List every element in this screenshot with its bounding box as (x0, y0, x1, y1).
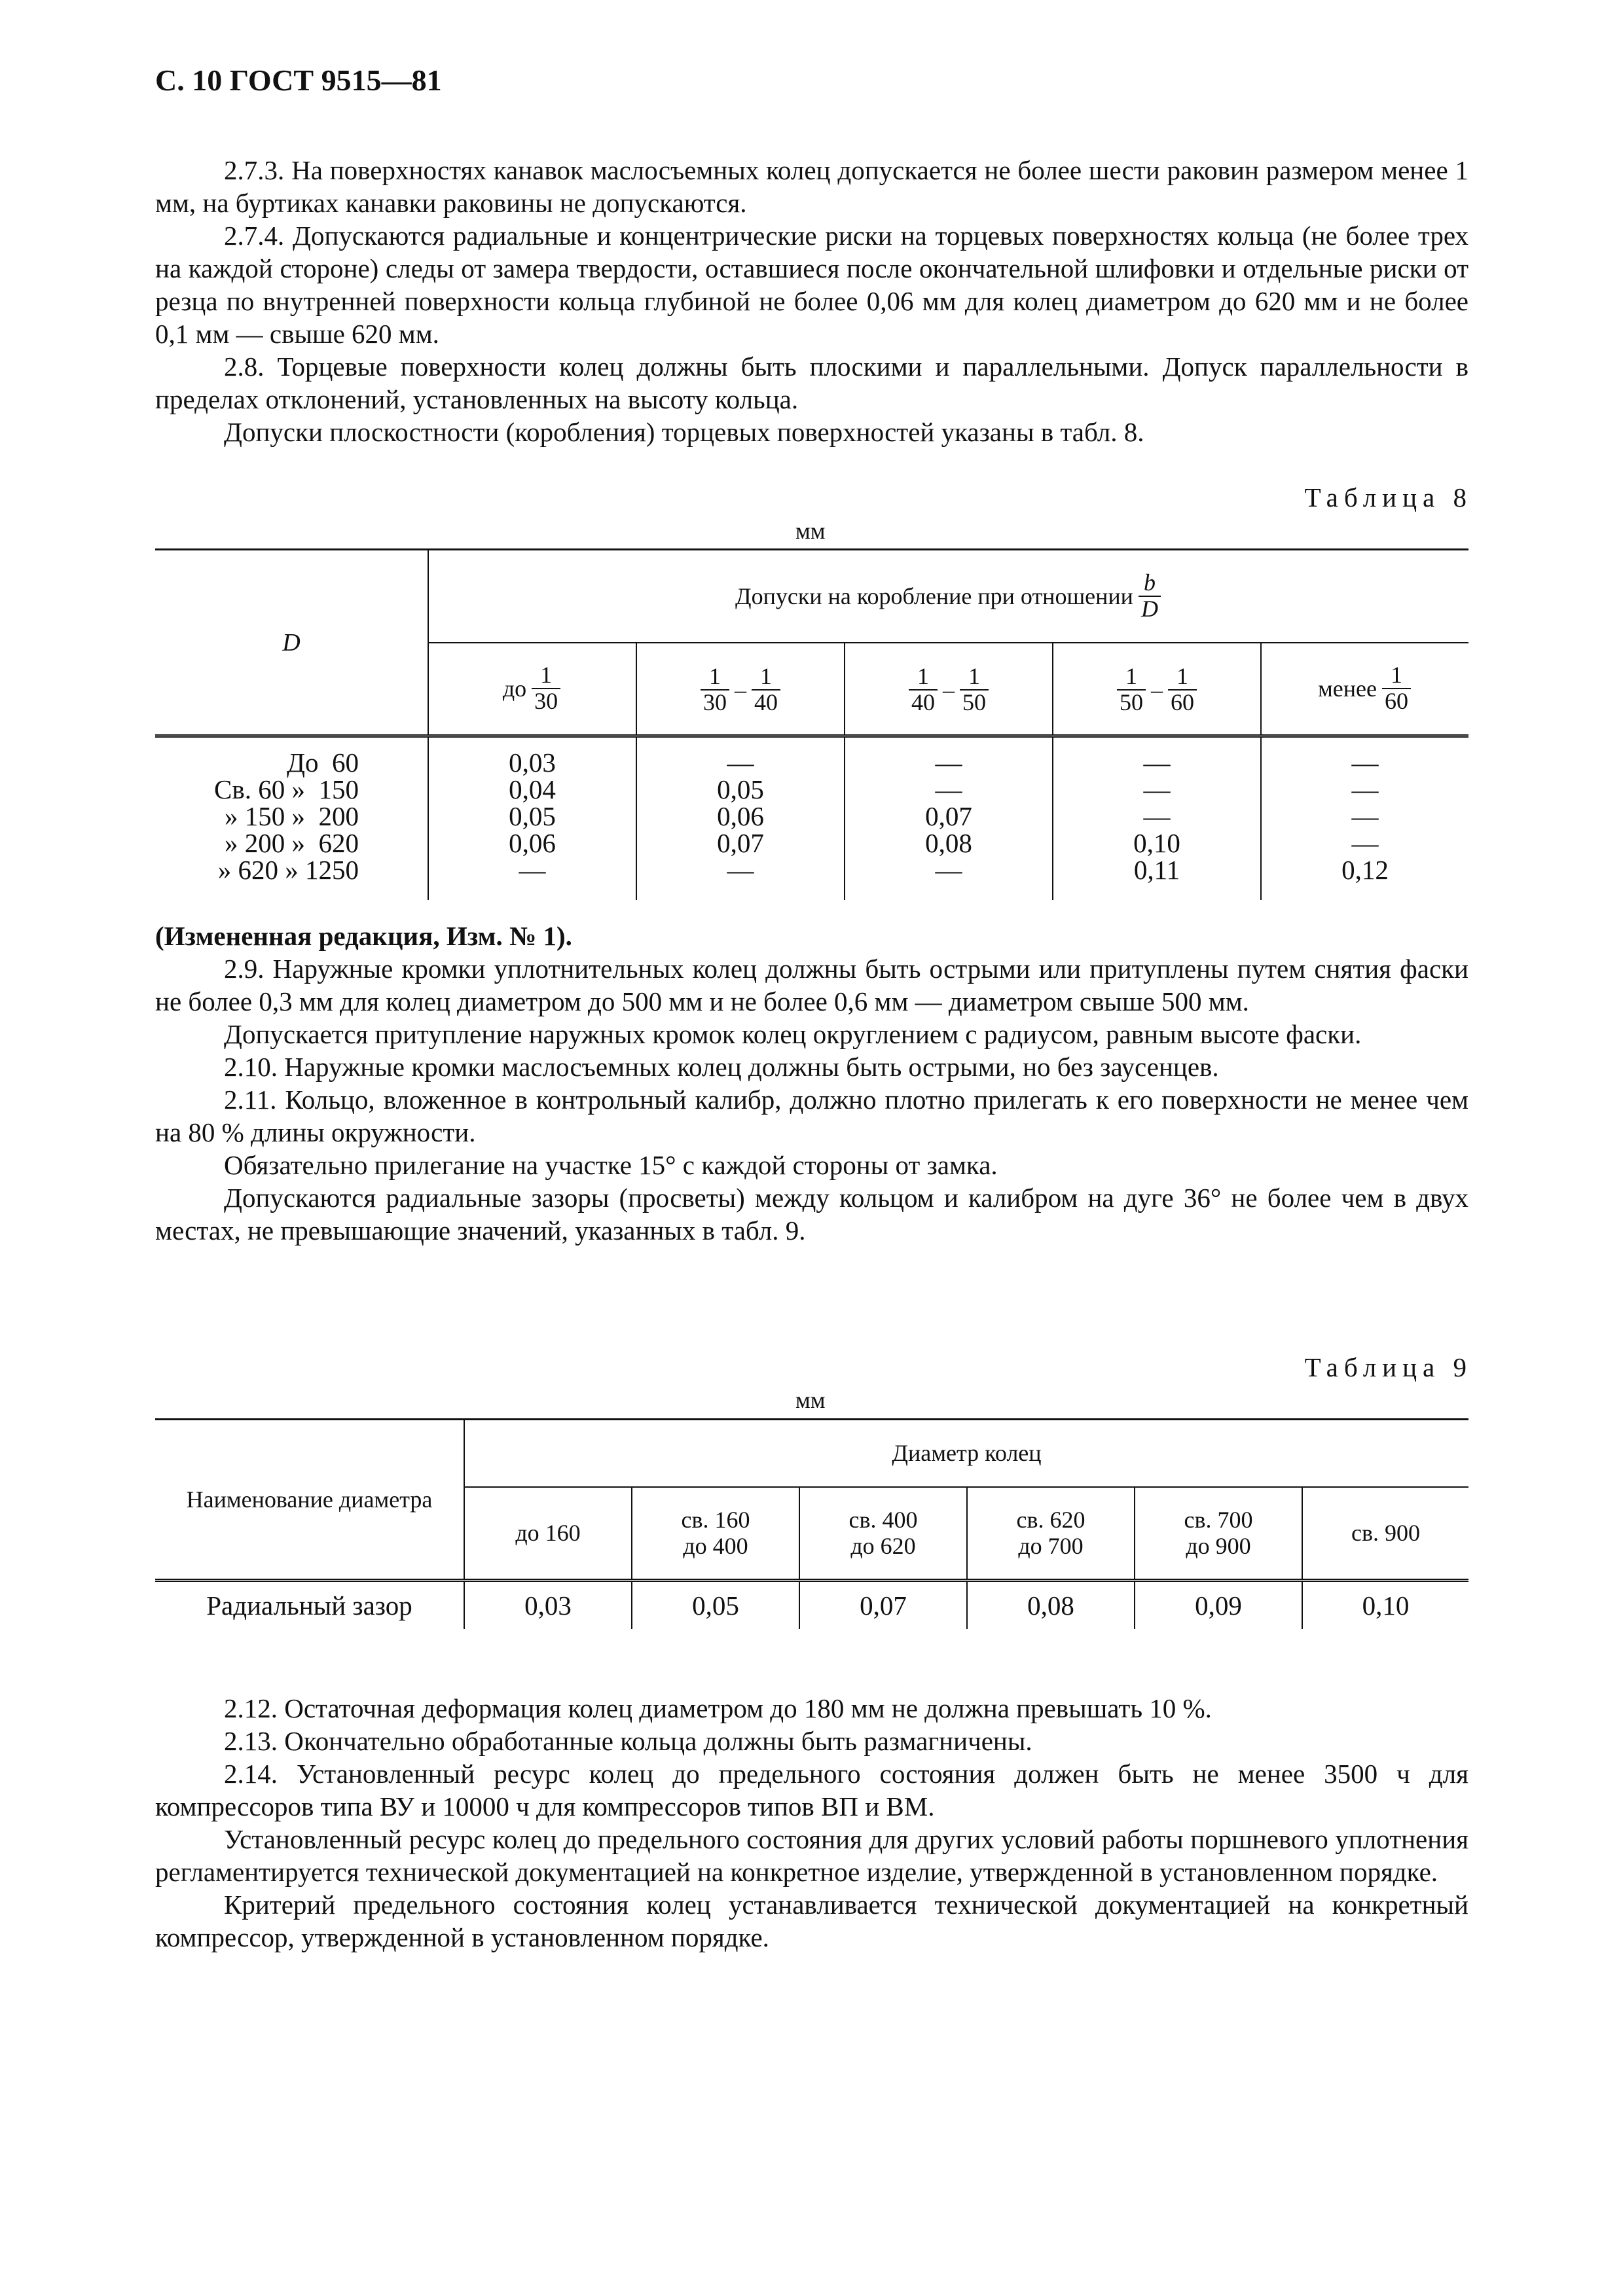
frac-den: 40 (911, 689, 935, 715)
table9-sub-header-1 (464, 1487, 632, 1581)
table8-row-label: До 60 (287, 747, 359, 778)
table8-sub-header-2-frac-a (701, 664, 729, 715)
table8-cell: 0,06 (717, 801, 764, 831)
table8-sub-header-1-prefix: до (502, 675, 527, 702)
table8-sub-header-2-frac-b (752, 664, 780, 715)
table9-sub-header-line: до 900 (1186, 1533, 1251, 1560)
table8-sub-header-5 (1261, 643, 1468, 736)
frac-dash: – (943, 676, 955, 703)
table8 (155, 548, 1468, 900)
table8-sub-header-4-frac-a (1117, 664, 1146, 715)
table9-unit: мм (795, 1387, 826, 1413)
amendment-note: (Измененная редакция, Изм. № 1). (155, 921, 572, 951)
paragraph-2-11: 2.11. Кольцо, вложенное в контрольный калибр, должно плотно прилегать к его поверхности не менее чем на 80 % длины окружности. (155, 1085, 1468, 1147)
paragraph-2-7-4: 2.7.4. Допускаются радиальные и концентрические риски на торцевых поверхностях кольца (не более трех на каждой стороне) следы от замера твердости, оставшиеся после окончательной шлифовки и отдельные риски от резца по внутренней поверхности кольца глубиной не более 0,06 мм для колец диаметром до 620 мм и не более 0,1 мм — свыше 620 мм. (155, 221, 1468, 349)
table8-frac-num: b (1139, 571, 1161, 597)
table8-sub-header-4-frac-b (1168, 664, 1197, 715)
frac-num: 1 (1382, 663, 1411, 689)
paragraph-criterion: Критерий предельного состояния колец устанавливается технической документацией на конкретный компрессор, утвержденной в установленном порядке. (155, 1890, 1468, 1952)
table9-sub-header-line: св. 900 (1351, 1520, 1420, 1547)
table9-cell: 0,07 (799, 1581, 967, 1629)
table8-sub-header-4 (1053, 643, 1261, 736)
table9-header-name-text: Наименование диаметра (186, 1486, 433, 1513)
table8-cell: 0,04 (509, 774, 556, 804)
table8-row-label: » 200 » 620 (225, 828, 359, 858)
frac-num: 1 (1117, 664, 1146, 691)
table8-cell: — (1143, 774, 1171, 804)
text-block-mid (155, 920, 1468, 1247)
table8-row-label: » 620 » 1250 (217, 855, 359, 885)
table9-sub-header-line: до 620 (850, 1533, 916, 1560)
table8-cell: — (935, 774, 962, 804)
table9-header-name (155, 1420, 464, 1581)
table8-cell: 0,10 (1133, 828, 1180, 858)
table8-header-d-text: D (282, 628, 301, 656)
table9-sub-header-line: св. 620 (1016, 1507, 1085, 1534)
table8-sub-header-5-frac (1382, 663, 1411, 714)
table8-cell: 0,11 (1133, 855, 1180, 885)
frac-num: 1 (752, 664, 780, 691)
table9-row-label: Радиальный зазор (206, 1590, 412, 1621)
table9-group-header-text: Диаметр колец (892, 1440, 1042, 1467)
table8-sub-header-2 (636, 643, 845, 736)
frac-num: 1 (960, 664, 989, 691)
frac-den: 30 (534, 688, 558, 715)
table8-cell: — (1351, 828, 1379, 858)
frac-den: 60 (1384, 688, 1408, 715)
frac-num: 1 (909, 664, 938, 691)
table8-sub-header-3-frac-b (960, 664, 989, 715)
table8-cell: 0,07 (925, 801, 972, 831)
frac-den: 50 (962, 689, 986, 715)
table8-sub-header-5-prefix: менее (1318, 675, 1377, 702)
frac-dash: – (735, 676, 746, 703)
table8-sub-header-3 (845, 643, 1053, 736)
table9-sub-header-line: св. 160 (681, 1507, 750, 1534)
table8-cell: 0,05 (509, 801, 556, 831)
table8-cell: — (1143, 747, 1171, 778)
table8-sub-header-1-frac (532, 663, 560, 714)
table8-col-3 (845, 736, 1053, 900)
frac-den: 40 (754, 689, 778, 715)
table8-cell: 0,08 (925, 828, 972, 858)
paragraph-gaps: Допускаются радиальные зазоры (просветы) между кольцом и калибром на дуге 36° не более чем в двух местах, не превышающие значений, указанных в табл. 9. (155, 1183, 1468, 1246)
page-header: С. 10 ГОСТ 9515—81 (155, 63, 442, 97)
table8-cell: — (935, 855, 962, 885)
table8-cell: — (1143, 801, 1171, 831)
table9-cell: 0,10 (1302, 1581, 1468, 1629)
table8-cell: 0,03 (509, 747, 556, 778)
table8-frac-den: D (1140, 595, 1158, 622)
frac-den: 60 (1171, 689, 1194, 715)
frac-den: 50 (1120, 689, 1143, 715)
paragraph-rounding: Допускается притупление наружных кромок колец округлением с радиусом, равным высоте фаски. (224, 1019, 1362, 1049)
table9-sub-header-6 (1302, 1487, 1468, 1581)
table8-header-d (155, 550, 428, 736)
table8-cell: 0,07 (717, 828, 764, 858)
table9-cell: 0,09 (1135, 1581, 1302, 1629)
table9-cell: 0,05 (632, 1581, 799, 1629)
table8-sub-header-1 (428, 643, 636, 736)
table8-col-4 (1053, 736, 1261, 900)
paragraph-contact: Обязательно прилегание на участке 15° с каждой стороны от замка. (224, 1150, 998, 1180)
table8-row-label: » 150 » 200 (225, 801, 359, 831)
table8-group-fraction (1139, 571, 1161, 622)
table8-unit: мм (795, 518, 826, 544)
table8-body-row (155, 736, 1468, 900)
frac-num: 1 (1168, 664, 1197, 691)
text-block-top (155, 154, 1468, 448)
paragraph-2-8: 2.8. Торцевые поверхности колец должны быть плоскими и параллельными. Допуск параллельности в пределах отклонений, установленных на высоту кольца. (155, 351, 1468, 414)
table8-group-header-text: Допуски на коробление при отношении (735, 583, 1133, 609)
table9-sub-header-line: до 400 (683, 1533, 748, 1560)
text-block-bottom (155, 1692, 1468, 1954)
table9-sub-header-line: до 160 (515, 1520, 581, 1547)
paragraph-2-7-3: 2.7.3. На поверхностях канавок маслосъемных колец допускается не более шести раковин размером менее 1 мм, на буртиках канавки раковины не допускаются. (155, 155, 1468, 218)
table8-row-labels (155, 736, 428, 900)
table9-sub-header-line: до 700 (1018, 1533, 1084, 1560)
table8-cell: — (935, 747, 962, 778)
table9-row-radial-gap (155, 1581, 1468, 1629)
table8-cell: — (1351, 774, 1379, 804)
table8-cell: — (727, 747, 754, 778)
table8-cell: — (519, 855, 546, 885)
frac-num: 1 (532, 663, 560, 689)
paragraph-2-12: 2.12. Остаточная деформация колец диаметром до 180 мм не должна превышать 10 %. (224, 1693, 1212, 1723)
table9-caption: Таблица 9 (1304, 1352, 1472, 1382)
table9-sub-header-2 (632, 1487, 799, 1581)
paragraph-2-10: 2.10. Наружные кромки маслосъемных колец должны быть острыми, но без заусенцев. (224, 1052, 1219, 1082)
table9-sub-header-5 (1135, 1487, 1302, 1581)
table9-sub-header-4 (967, 1487, 1135, 1581)
table9 (155, 1418, 1468, 1629)
frac-den: 30 (703, 689, 727, 715)
frac-dash: – (1151, 676, 1163, 703)
table8-col-2 (636, 736, 845, 900)
table8-cell: 0,05 (717, 774, 764, 804)
table9-sub-header-line: св. 400 (848, 1507, 918, 1534)
table8-cell: 0,12 (1341, 855, 1389, 885)
table8-cell: — (1351, 747, 1379, 778)
table8-cell: 0,06 (509, 828, 556, 858)
table8-col-5 (1261, 736, 1468, 900)
table8-col-1 (428, 736, 636, 900)
paragraph-2-13: 2.13. Окончательно обработанные кольца должны быть размагничены. (224, 1726, 1032, 1756)
paragraph-2-9: 2.9. Наружные кромки уплотнительных колец должны быть острыми или притуплены путем снятия фаски не более 0,3 мм для колец диаметром до 500 мм и не более 0,6 мм — диаметром свыше 500 мм. (155, 954, 1468, 1016)
frac-num: 1 (701, 664, 729, 691)
table8-row-label: Св. 60 » 150 (214, 774, 359, 804)
table8-sub-header-3-frac-a (909, 664, 938, 715)
table9-cell: 0,08 (967, 1581, 1135, 1629)
table9-sub-header-line: св. 700 (1184, 1507, 1253, 1534)
table9-cell: 0,03 (464, 1581, 632, 1629)
table8-cell: — (727, 855, 754, 885)
table8-caption: Таблица 8 (1304, 482, 1472, 512)
paragraph-table8-ref: Допуски плоскостности (коробления) торцевых поверхностей указаны в табл. 8. (224, 417, 1144, 447)
paragraph-2-14: 2.14. Установленный ресурс колец до предельного состояния должен быть не менее 3500 ч для компрессоров типа ВУ и 10000 ч для компрессоров типов ВП и ВМ. (155, 1759, 1468, 1821)
table8-cell: — (1351, 801, 1379, 831)
paragraph-resource: Установленный ресурс колец до предельного состояния для других условий работы поршневого уплотнения регламентируется технической документацией на конкретное изделие, утвержденной в установленном порядке. (155, 1824, 1468, 1887)
table9-sub-header-3 (799, 1487, 967, 1581)
table9-group-header (464, 1420, 1468, 1487)
table8-group-header (428, 550, 1468, 643)
